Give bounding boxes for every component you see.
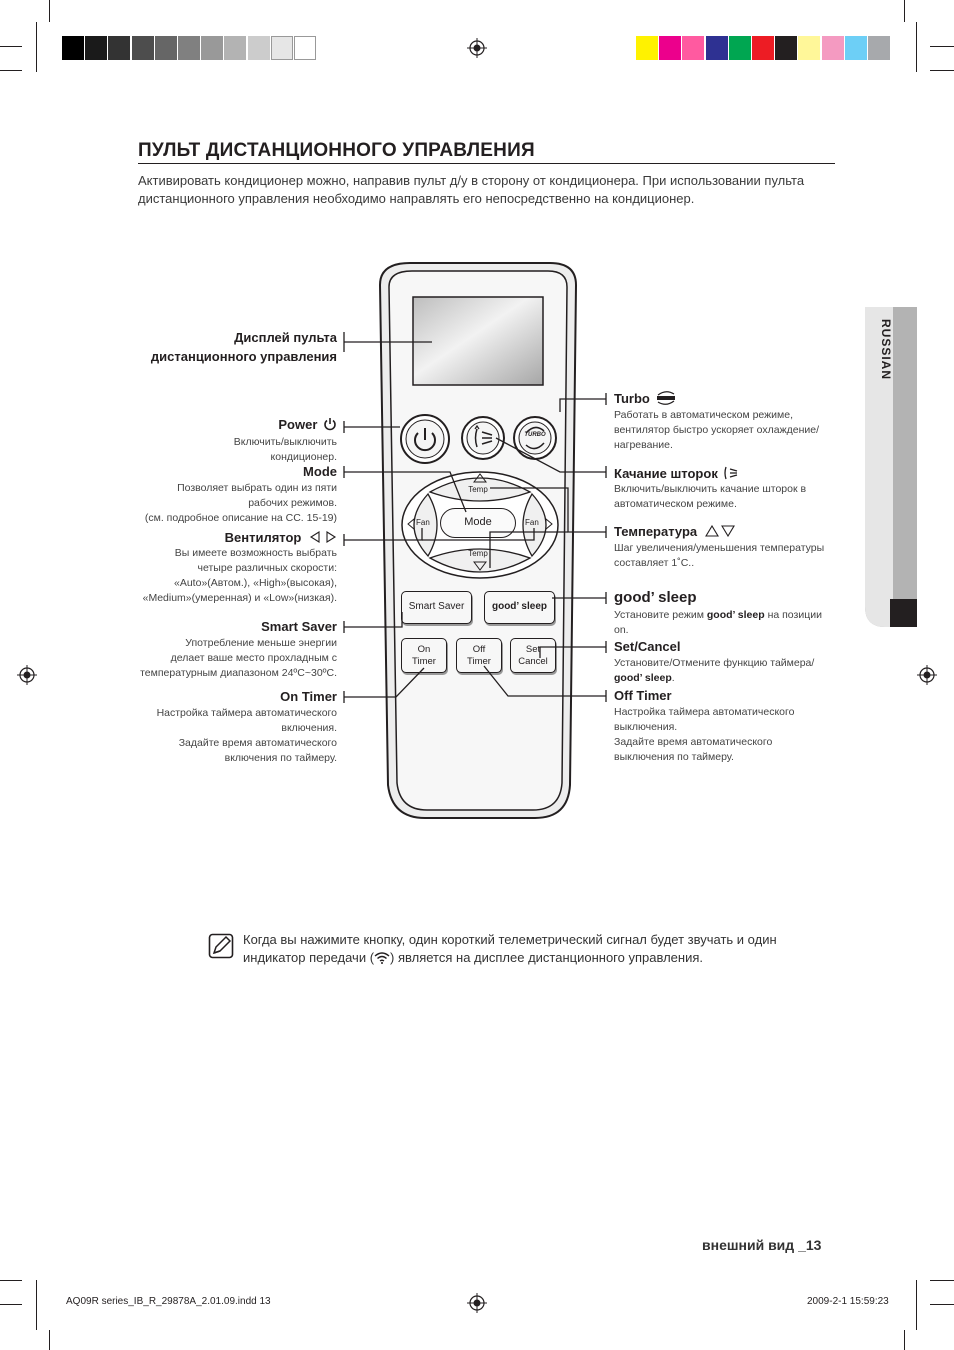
fan-desc-line-4: «Medium»(умеренная) и «Low»(низкая).: [142, 592, 337, 604]
fan-description: [90, 546, 337, 606]
power-description: [130, 435, 337, 465]
smart-saver-description: [100, 636, 337, 681]
note-line-2: [243, 949, 823, 967]
turbo-icon: [655, 390, 677, 406]
swing-label-row: [614, 465, 739, 481]
set-cancel-label-2: Cancel: [518, 656, 548, 667]
turbo-desc-line-3: нагревание.: [614, 439, 673, 451]
smart-saver-label: Smart Saver: [261, 619, 337, 634]
on-timer-label-1: On: [417, 644, 431, 655]
off-desc-line-4: выключения по таймеру.: [614, 751, 734, 763]
temp-down-button[interactable]: Temp: [468, 549, 488, 558]
fan-label: Вентилятор: [224, 530, 302, 545]
mode-description: [100, 481, 337, 526]
power-label: Power: [278, 417, 318, 432]
fan-desc-line-1: Вы имеете возможность выбрать: [174, 547, 337, 559]
date-slug: 2009-2-1 15:59:23: [807, 1296, 889, 1307]
on-timer-description: [100, 706, 337, 766]
temperature-label: Температура: [614, 524, 698, 539]
on-timer-label: On Timer: [280, 689, 337, 704]
note-text: [243, 931, 823, 967]
page-number-label: внешний вид _13: [702, 1237, 822, 1253]
off-desc-line-1: Настройка таймера автоматического: [614, 706, 795, 718]
power-label-row: [130, 417, 337, 432]
page-title: ПУЛЬТ ДИСТАНЦИОННОГО УПРАВЛЕНИЯ: [138, 140, 535, 161]
turbo-desc-line-1: Работать в автоматическом режиме,: [614, 409, 794, 421]
temperature-description: [614, 541, 854, 571]
set-cancel-description: [614, 656, 854, 686]
swing-icon: [723, 465, 739, 481]
display-label: [130, 328, 337, 366]
intro-paragraph: Активировать кондиционер можно, направив пульт д/у в сторону от кондиционера. При использовании пульта дистанционного управления необходимо направлять его непосредственно на кондиционер.: [138, 173, 805, 206]
note-line-2-start: индикатор передачи (: [243, 950, 375, 965]
side-tab-label: RUSSIAN: [879, 319, 893, 381]
good-sleep-button[interactable]: good’ sleep: [484, 591, 555, 624]
off-timer-label-1: Off: [472, 644, 486, 655]
turbo-label: Turbo: [614, 391, 650, 406]
off-timer-label-2: Timer: [467, 656, 491, 667]
swing-desc-line-2: автоматическом режиме.: [614, 498, 737, 510]
ontimer-desc-line-2: включения.: [281, 722, 337, 734]
set-desc-brand: good’ sleep: [614, 672, 672, 684]
mode-desc-line-2: рабочих режимов.: [248, 497, 337, 509]
fan-right-button[interactable]: Fan: [525, 518, 539, 527]
fan-desc-line-2: четыре различных скорости:: [197, 562, 337, 574]
transmission-indicator-icon: [374, 951, 390, 964]
mode-desc-line-3: (см. подробное описание на СС. 15-19): [144, 512, 337, 524]
mode-desc-line-1: Позволяет выбрать один из пяти: [177, 482, 337, 494]
file-slug: AQ09R series_IB_R_29878A_2.01.09.indd 13: [66, 1296, 271, 1307]
fan-label-row: [130, 530, 337, 545]
turbo-label-row: [614, 390, 677, 406]
off-timer-label: Off Timer: [614, 688, 672, 703]
note-line-1: Когда вы нажимите кнопку, один короткий телеметрический сигнал будет звучать и один: [243, 932, 777, 947]
temp-arrows-icon: [705, 525, 735, 537]
turbo-button-label: TURBO: [524, 432, 546, 438]
set-desc-line-1: Установите/Отмените функцию таймера/: [614, 657, 815, 669]
off-desc-line-2: выключения.: [614, 721, 678, 733]
temp-up-button[interactable]: Temp: [468, 485, 488, 494]
ontimer-desc-line-4: включения по таймеру.: [224, 752, 337, 764]
good-sleep-description: [614, 608, 854, 638]
turbo-description: [614, 408, 844, 453]
power-desc-line-1: Включить/выключить: [233, 436, 337, 448]
note-line-2-end: ) является на дисплее дистанционного управления.: [390, 950, 703, 965]
mode-button[interactable]: Mode: [440, 508, 516, 538]
on-timer-label-2: Timer: [412, 656, 436, 667]
display-label-line-2: дистанционного управления: [150, 349, 337, 364]
ontimer-desc-line-1: Настройка таймера автоматического: [156, 707, 337, 719]
sleep-desc-line-1: [614, 608, 854, 623]
temp-desc-line-2: составляет 1˚C..: [614, 557, 695, 569]
set-desc-period: .: [671, 672, 675, 684]
sleep-desc-part-c: на позиции: [767, 609, 822, 621]
turbo-desc-line-2: вентилятор быстро ускоряет охлаждение/: [614, 424, 819, 436]
swing-description: [614, 482, 844, 512]
mode-label: Mode: [303, 464, 337, 479]
sleep-desc-brand: good’ sleep: [706, 609, 765, 621]
saver-desc-line-3: температурным диапазоном 24ºC~30ºC.: [140, 667, 337, 679]
saver-desc-line-2: делает ваше место прохладным с: [170, 652, 337, 664]
off-desc-line-3: Задайте время автоматического: [614, 736, 773, 748]
fan-arrows-icon: [309, 531, 337, 543]
fan-desc-line-3: «Auto»(Автом.), «High»(высокая),: [174, 577, 337, 589]
ontimer-desc-line-3: Задайте время автоматического: [178, 737, 337, 749]
good-sleep-label: good’ sleep: [614, 589, 697, 606]
set-cancel-label: Set/Cancel: [614, 639, 681, 654]
set-desc-line-2: [614, 671, 854, 686]
smart-saver-button[interactable]: Smart Saver: [401, 591, 472, 624]
off-timer-description: [614, 705, 854, 765]
note-icon: [208, 933, 234, 959]
display-label-line-1: Дисплей пульта: [234, 330, 337, 345]
swing-label: Качание шторок: [614, 466, 718, 481]
power-desc-line-2: кондиционер.: [270, 451, 337, 463]
set-cancel-label-1: Set: [525, 644, 541, 655]
temperature-label-row: [614, 524, 735, 539]
saver-desc-line-1: Употребление меньше энергии: [185, 637, 337, 649]
power-icon: [323, 417, 337, 431]
swing-desc-line-1: Включить/выключить качание шторок в: [614, 483, 807, 495]
fan-left-button[interactable]: Fan: [416, 518, 430, 527]
sleep-desc-line-2: on.: [614, 624, 629, 636]
temp-desc-line-1: Шаг увеличения/уменьшения температуры: [614, 542, 825, 554]
sleep-desc-part-a: Установите режим: [614, 609, 704, 621]
